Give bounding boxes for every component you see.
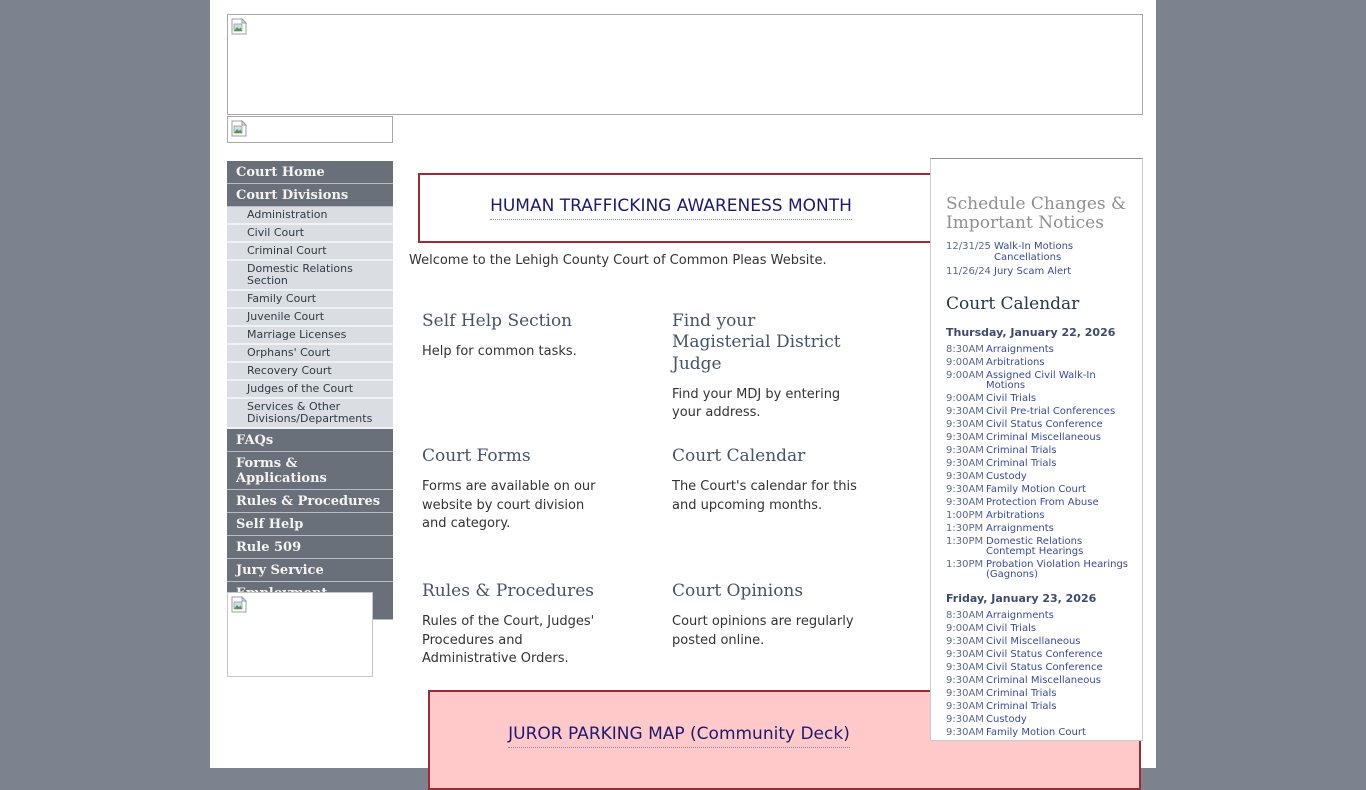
calendar-event-link[interactable]: Civil Status Conference (986, 662, 1103, 674)
calendar-event-time: 9:30AM (946, 649, 984, 661)
calendar-event-link[interactable]: Civil Trials (986, 623, 1037, 635)
right-sidebar (930, 158, 1143, 741)
calendar-day-heading: Friday, January 23, 2026 (946, 592, 1097, 606)
calendar-event-link[interactable]: Civil Pre-trial Conferences (986, 406, 1116, 418)
calendar-event-row (946, 663, 1132, 673)
feature-title-court-opinions[interactable]: Court Opinions (672, 581, 804, 601)
sidebar-bottom-placeholder (227, 592, 373, 677)
sidebar-item-court-divisions[interactable]: Court Divisions (227, 184, 393, 207)
calendar-event-link[interactable]: Arraignments (986, 523, 1054, 535)
calendar-event-link[interactable]: Arbitrations (986, 357, 1045, 369)
calendar-event-row (946, 345, 1132, 355)
page-content (210, 0, 1156, 768)
calendar-event-row (946, 407, 1132, 417)
calendar-event-row (946, 715, 1132, 725)
sidebar-item-recovery-court[interactable]: Recovery Court (227, 363, 393, 381)
calendar-event-time: 9:30AM (946, 471, 984, 483)
notices-list (946, 241, 1132, 277)
calendar-event-link[interactable]: Assigned Civil Walk-In Motions (986, 370, 1096, 392)
broken-image-icon (231, 120, 248, 137)
notice-link[interactable]: Walk-In Motions Cancellations (994, 241, 1074, 264)
calendar-event-row (946, 446, 1132, 456)
sidebar-item-domestic-relations-section[interactable]: Domestic Relations Section (227, 261, 393, 291)
calendar-event-time: 8:30AM (946, 344, 984, 356)
calendar-event-link[interactable]: Arbitrations (986, 510, 1045, 522)
sidebar-item-forms-applications[interactable]: Forms & Applications (227, 452, 393, 490)
court-calendar-title: Court Calendar (946, 294, 1080, 315)
calendar-event-link[interactable]: Civil Status Conference (986, 649, 1103, 661)
feature-self-help (422, 307, 672, 442)
calendar-event-time: 9:30AM (946, 445, 984, 457)
calendar-event-row (946, 358, 1132, 368)
calendar-event-time: 9:30AM (946, 484, 984, 496)
calendar-event-time: 9:00AM (946, 370, 984, 382)
calendar-event-time: 9:30AM (946, 675, 984, 687)
calendar-event-row (946, 689, 1132, 699)
calendar-event-link[interactable]: Family Motion Court (986, 727, 1086, 739)
sidebar-nav (227, 161, 393, 620)
calendar-event-row (946, 624, 1132, 634)
calendar-event-link[interactable]: Custody (986, 714, 1027, 726)
calendar-event-link[interactable]: Custody (986, 471, 1027, 483)
trafficking-banner-link[interactable]: HUMAN TRAFFICKING AWARENESS MONTH (490, 196, 852, 220)
calendar-day-heading: Thursday, January 22, 2026 (946, 326, 1116, 340)
calendar-event-time: 9:30AM (946, 458, 984, 470)
sidebar-item-rule-509[interactable]: Rule 509 (227, 536, 393, 559)
calendar-days (946, 326, 1132, 738)
calendar-event-row (946, 676, 1132, 686)
calendar-event-time: 8:30AM (946, 610, 984, 622)
calendar-event-time: 1:00PM (946, 510, 984, 522)
feature-title-find-mdj[interactable]: Find your Magisterial District Judge (672, 311, 841, 374)
calendar-event-row (946, 459, 1132, 469)
calendar-event-time: 9:00AM (946, 623, 984, 635)
calendar-event-row (946, 498, 1132, 508)
calendar-event-row (946, 524, 1132, 534)
calendar-event-row (946, 485, 1132, 495)
sidebar-item-civil-court[interactable]: Civil Court (227, 225, 393, 243)
sidebar-item-orphans-court[interactable]: Orphans' Court (227, 345, 393, 363)
feature-desc: Rules of the Court, Judges' Procedures and Administrative Orders. (422, 614, 595, 667)
calendar-event-link[interactable]: Criminal Trials (986, 445, 1057, 457)
notice-date: 11/26/24 (946, 266, 991, 278)
calendar-event-row (946, 537, 1132, 557)
notice-link[interactable]: Jury Scam Alert (994, 266, 1072, 278)
feature-title-court-calendar[interactable]: Court Calendar (672, 446, 806, 466)
sidebar-item-juvenile-court[interactable]: Juvenile Court (227, 309, 393, 327)
calendar-event-link[interactable]: Criminal Miscellaneous (986, 675, 1101, 687)
sidebar-item-self-help[interactable]: Self Help (227, 513, 393, 536)
calendar-event-time: 1:30PM (946, 523, 984, 535)
calendar-event-link[interactable]: Protection From Abuse (986, 497, 1099, 509)
calendar-event-time: 9:30AM (946, 497, 984, 509)
calendar-event-link[interactable]: Civil Miscellaneous (986, 636, 1081, 648)
features-grid (422, 307, 904, 712)
calendar-event-link[interactable]: Probation Violation Hearings (Gagnons) (986, 559, 1129, 581)
header-sub-placeholder (227, 116, 393, 143)
sidebar-item-jury-service[interactable]: Jury Service (227, 559, 393, 582)
calendar-event-row (946, 560, 1132, 580)
calendar-event-time: 1:30PM (946, 536, 984, 548)
notice-date: 12/31/25 (946, 241, 991, 253)
calendar-event-row (946, 650, 1132, 660)
calendar-event-time: 9:30AM (946, 701, 984, 713)
feature-court-forms (422, 442, 672, 577)
calendar-event-row (946, 371, 1132, 391)
broken-image-icon (231, 18, 248, 35)
sidebar-item-faqs[interactable]: FAQs (227, 429, 393, 452)
feature-court-calendar (672, 442, 904, 577)
calendar-event-link[interactable]: Criminal Trials (986, 701, 1057, 713)
feature-desc: Court opinions are regularly posted online. (672, 614, 854, 648)
feature-title-rules-procedures[interactable]: Rules & Procedures (422, 581, 595, 601)
calendar-event-link[interactable]: Arraignments (986, 610, 1054, 622)
calendar-event-time: 1:30PM (946, 559, 984, 571)
calendar-event-row (946, 394, 1132, 404)
sidebar-item-court-home[interactable]: Court Home (227, 161, 393, 184)
calendar-event-row (946, 702, 1132, 712)
sidebar-item-administration[interactable]: Administration (227, 207, 393, 225)
sidebar-item-marriage-licenses[interactable]: Marriage Licenses (227, 327, 393, 345)
calendar-event-time: 9:30AM (946, 419, 984, 431)
sidebar-item-services-other-divisions-departments[interactable]: Services & Other Divisions/Departments (227, 399, 393, 429)
calendar-event-row (946, 511, 1132, 521)
feature-title-court-forms[interactable]: Court Forms (422, 446, 531, 466)
juror-parking-banner-inner (430, 692, 928, 744)
sidebar-item-criminal-court[interactable]: Criminal Court (227, 243, 393, 261)
notice-row (946, 266, 1132, 277)
feature-title-self-help[interactable]: Self Help Section (422, 311, 573, 331)
calendar-event-time: 9:30AM (946, 406, 984, 418)
calendar-event-time: 9:00AM (946, 393, 984, 405)
calendar-event-link[interactable]: Criminal Trials (986, 688, 1057, 700)
calendar-event-link[interactable]: Civil Trials (986, 393, 1037, 405)
feature-find-mdj (672, 307, 904, 442)
schedule-notices-title: Schedule Changes & Important Notices (946, 194, 1127, 234)
feature-desc: Help for common tasks. (422, 344, 577, 360)
juror-parking-map-link[interactable]: JUROR PARKING MAP (Community Deck) (508, 724, 850, 748)
feature-desc: The Court's calendar for this and upcoming months. (672, 479, 857, 513)
calendar-event-time: 9:30AM (946, 636, 984, 648)
calendar-event-row (946, 433, 1132, 443)
calendar-event-row (946, 728, 1132, 738)
calendar-event-time: 9:00AM (946, 357, 984, 369)
calendar-event-link[interactable]: Domestic Relations Contempt Hearings (986, 536, 1084, 558)
sidebar-item-judges-of-the-court[interactable]: Judges of the Court (227, 381, 393, 399)
calendar-event-row (946, 611, 1132, 621)
feature-desc: Forms are available on our website by court division and category. (422, 479, 596, 532)
calendar-event-time: 9:30AM (946, 662, 984, 674)
calendar-event-link[interactable]: Criminal Trials (986, 458, 1057, 470)
feature-desc: Find your MDJ by entering your address. (672, 386, 841, 421)
calendar-event-row (946, 420, 1132, 430)
calendar-event-row (946, 637, 1132, 647)
welcome-text: Welcome to the Lehigh County Court of Common Pleas Website. (409, 253, 827, 268)
calendar-event-time: 9:30AM (946, 727, 984, 739)
sidebar-item-rules-procedures[interactable]: Rules & Procedures (227, 490, 393, 513)
header-banner-placeholder (227, 14, 1143, 115)
calendar-event-link[interactable]: Civil Status Conference (986, 419, 1103, 431)
notice-row (946, 241, 1132, 263)
trafficking-banner-inner (420, 175, 922, 237)
calendar-event-time: 9:30AM (946, 432, 984, 444)
calendar-event-link[interactable]: Family Motion Court (986, 484, 1086, 496)
calendar-event-time: 9:30AM (946, 688, 984, 700)
sidebar-item-family-court[interactable]: Family Court (227, 291, 393, 309)
calendar-event-time: 9:30AM (946, 714, 984, 726)
broken-image-icon (231, 596, 248, 613)
calendar-event-row (946, 472, 1132, 482)
calendar-event-link[interactable]: Criminal Miscellaneous (986, 432, 1101, 444)
calendar-event-link[interactable]: Arraignments (986, 344, 1054, 356)
